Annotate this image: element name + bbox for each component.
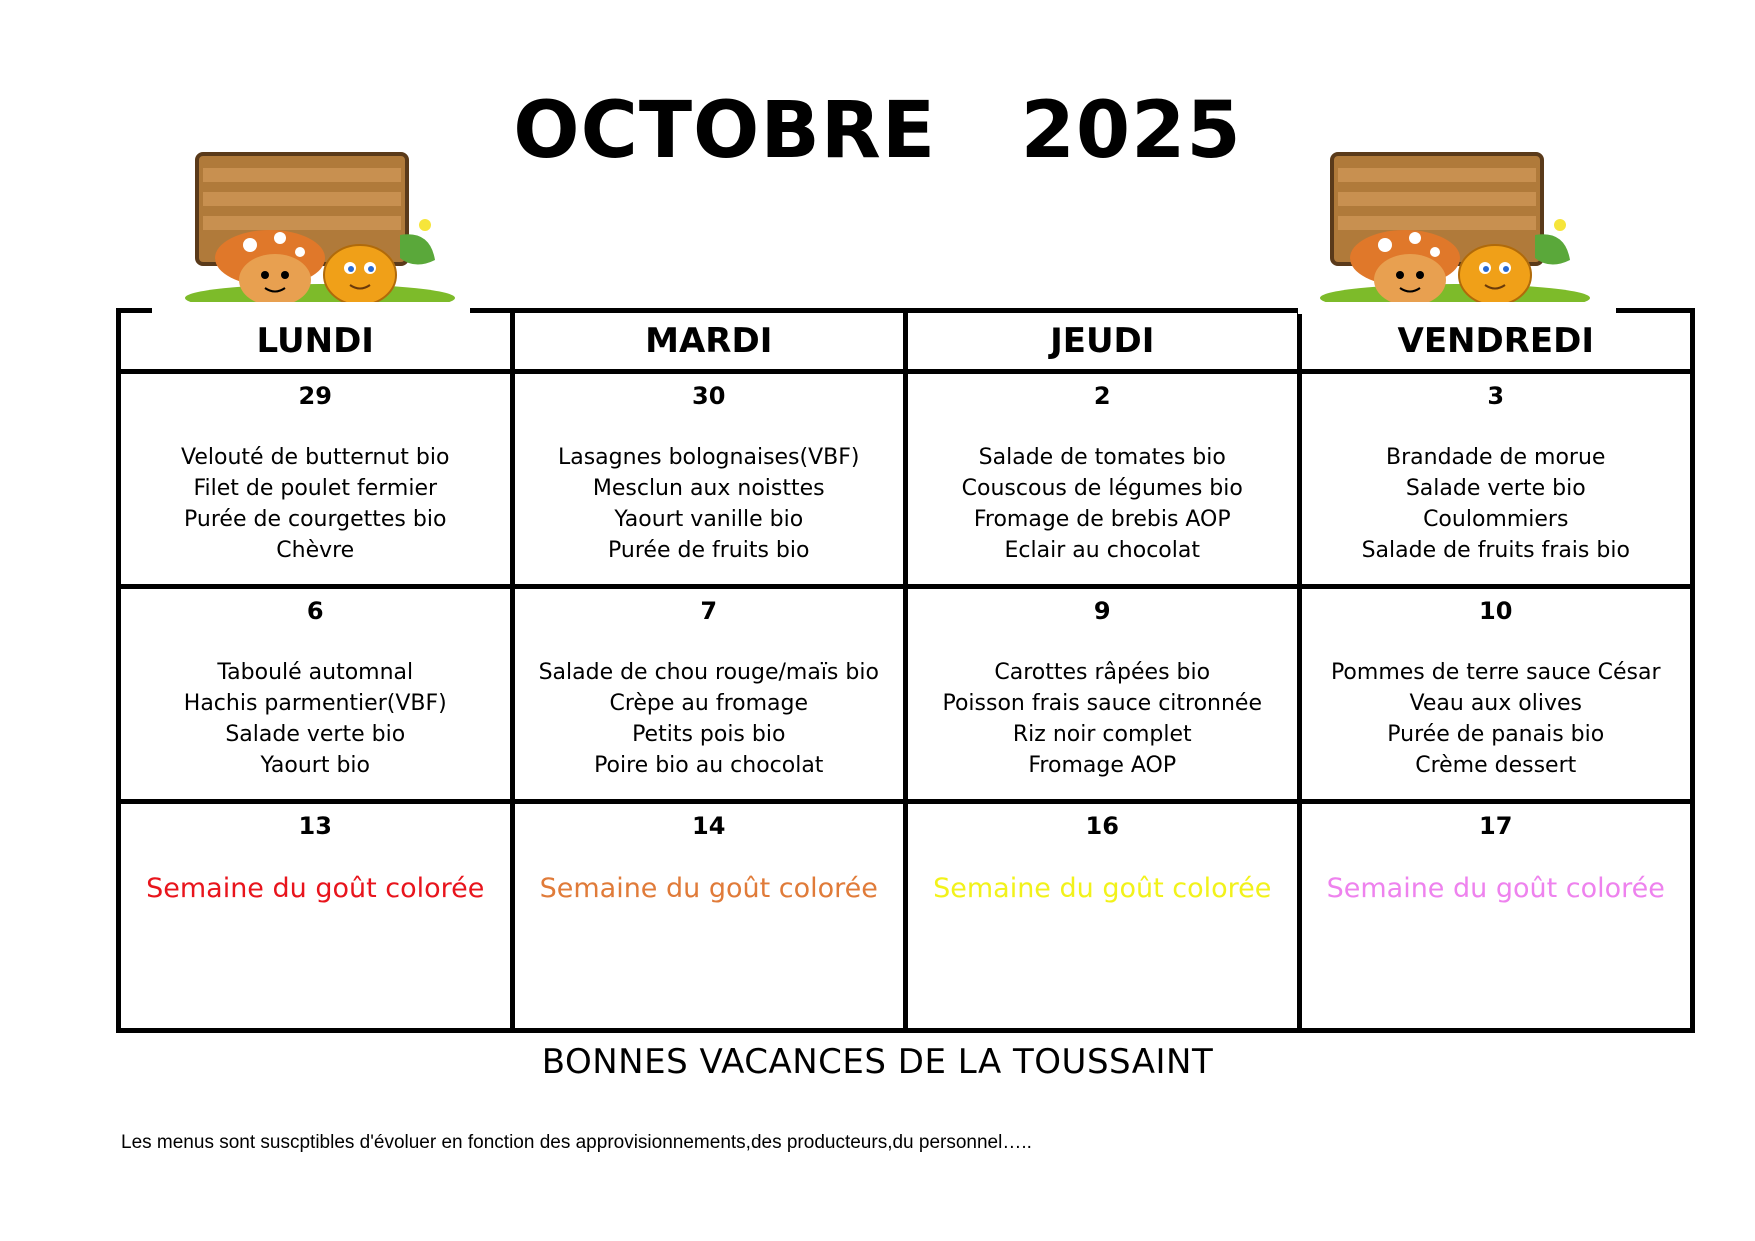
dish: Coulommiers bbox=[1423, 507, 1569, 532]
dish: Eclair au chocolat bbox=[1004, 538, 1200, 563]
dish: Riz noir complet bbox=[1012, 722, 1192, 747]
dish: Salade verte bio bbox=[1405, 476, 1586, 501]
border-gap bbox=[1298, 302, 1616, 314]
column-header: VENDREDI bbox=[1299, 311, 1693, 372]
special-event: Semaine du goût colorée bbox=[539, 873, 878, 904]
day-cell bbox=[906, 802, 1300, 1031]
dish: Carottes râpées bio bbox=[994, 660, 1211, 685]
column-header: MARDI bbox=[512, 311, 906, 372]
special-event: Semaine du goût colorée bbox=[933, 873, 1272, 904]
autumn-illustration bbox=[175, 140, 465, 315]
day-cell bbox=[512, 802, 906, 1031]
day-cell bbox=[512, 587, 906, 802]
special-event: Semaine du goût colorée bbox=[146, 873, 485, 904]
day-cell bbox=[1299, 587, 1693, 802]
day-date: 13 bbox=[298, 812, 332, 840]
dish: Chèvre bbox=[276, 538, 355, 563]
border-gap bbox=[152, 302, 470, 314]
day-date: 17 bbox=[1479, 812, 1513, 840]
dish: Taboulé automnal bbox=[217, 660, 414, 685]
dish: Yaourt vanille bio bbox=[614, 507, 804, 532]
week-row bbox=[119, 802, 1693, 1031]
day-date: 6 bbox=[306, 597, 324, 625]
day-date: 29 bbox=[298, 382, 332, 410]
day-cell bbox=[119, 372, 513, 587]
header-row bbox=[119, 311, 1693, 372]
dish: Couscous de légumes bio bbox=[961, 476, 1243, 501]
week-row bbox=[119, 587, 1693, 802]
day-cell bbox=[119, 802, 513, 1031]
day-date: 16 bbox=[1085, 812, 1119, 840]
day-cell bbox=[906, 372, 1300, 587]
dish: Purée de courgettes bio bbox=[184, 507, 447, 532]
day-date: 7 bbox=[700, 597, 718, 625]
day-cell bbox=[119, 587, 513, 802]
dish: Purée de fruits bio bbox=[608, 538, 810, 563]
dish: Fromage AOP bbox=[1028, 753, 1177, 778]
day-cell bbox=[1299, 802, 1693, 1031]
dish: Filet de poulet fermier bbox=[193, 476, 438, 501]
dish: Yaourt bio bbox=[260, 753, 370, 778]
dish: Pommes de terre sauce César bbox=[1330, 660, 1661, 685]
day-date: 3 bbox=[1487, 382, 1505, 410]
holiday-message: BONNES VACANCES DE LA TOUSSAINT bbox=[541, 1042, 1214, 1082]
dish: Lasagnes bolognaises(VBF) bbox=[557, 445, 860, 470]
dish: Hachis parmentier(VBF) bbox=[183, 691, 447, 716]
dish: Salade de chou rouge/maïs bio bbox=[538, 660, 879, 685]
dish: Mesclun aux noisttes bbox=[592, 476, 825, 501]
autumn-illustration bbox=[1310, 140, 1600, 315]
day-date: 10 bbox=[1479, 597, 1513, 625]
dish: Poire bio au chocolat bbox=[594, 753, 824, 778]
dish: Salade de tomates bio bbox=[978, 445, 1226, 470]
dish: Purée de panais bio bbox=[1387, 722, 1605, 747]
dish: Veau aux olives bbox=[1409, 691, 1582, 716]
dish: Velouté de butternut bio bbox=[181, 445, 450, 470]
day-cell bbox=[1299, 372, 1693, 587]
day-cell bbox=[906, 587, 1300, 802]
dish: Fromage de brebis AOP bbox=[973, 507, 1231, 532]
day-cell bbox=[512, 372, 906, 587]
day-date: 30 bbox=[692, 382, 726, 410]
special-event: Semaine du goût colorée bbox=[1326, 873, 1665, 904]
week-row bbox=[119, 372, 1693, 587]
dish: Brandade de morue bbox=[1386, 445, 1606, 470]
page-title: OCTOBRE 2025 bbox=[513, 86, 1242, 176]
column-header: JEUDI bbox=[906, 311, 1300, 372]
day-date: 14 bbox=[692, 812, 726, 840]
menu-table bbox=[116, 308, 1695, 1033]
dish: Petits pois bio bbox=[632, 722, 786, 747]
dish: Crème dessert bbox=[1415, 753, 1577, 778]
dish: Salade verte bio bbox=[225, 722, 406, 747]
day-date: 2 bbox=[1093, 382, 1111, 410]
dish: Salade de fruits frais bio bbox=[1361, 538, 1630, 563]
disclaimer-note: Les menus sont suscptibles d'évoluer en fonction des approvisionnements,des producteurs,du personnel….. bbox=[121, 1132, 1032, 1153]
column-header: LUNDI bbox=[119, 311, 513, 372]
dish: Poisson frais sauce citronnée bbox=[942, 691, 1263, 716]
day-date: 9 bbox=[1093, 597, 1111, 625]
dish: Crèpe au fromage bbox=[609, 691, 809, 716]
